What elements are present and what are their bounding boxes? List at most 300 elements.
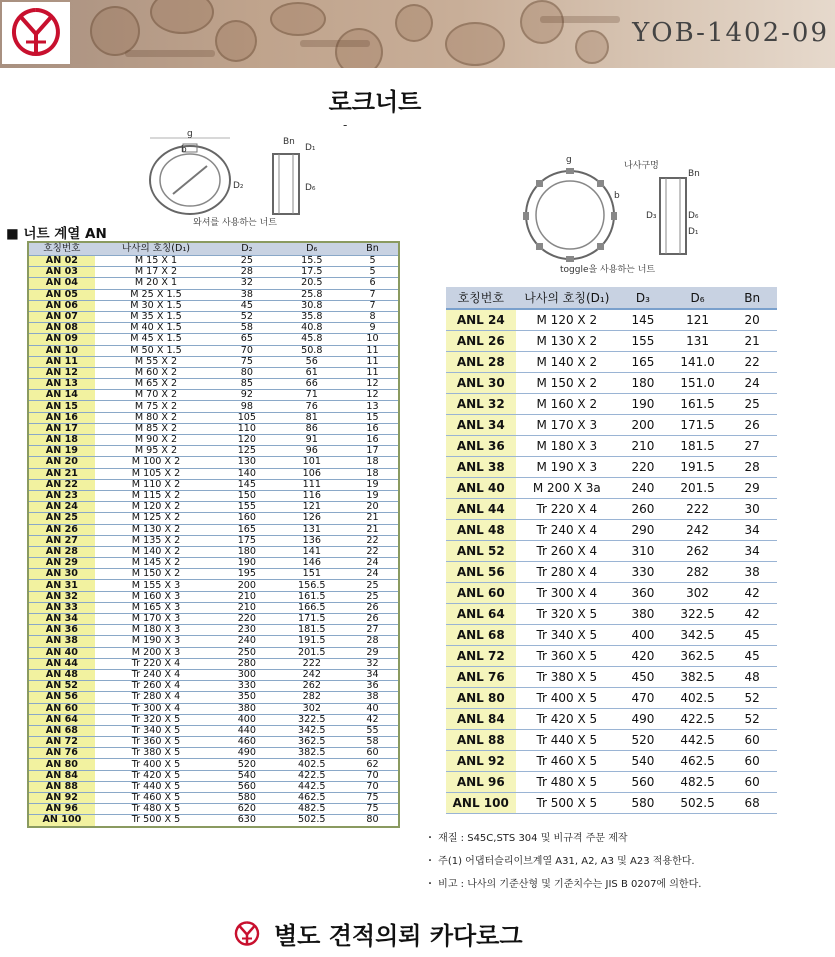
table-row (28, 524, 399, 535)
thread-cell: M 45 X 1.5 (95, 334, 217, 345)
thread-cell: M 85 X 2 (95, 423, 217, 434)
outer-diameter-cell: 300 (217, 669, 276, 680)
table-row (28, 770, 399, 781)
outer-diameter-cell: 145 (217, 479, 276, 490)
note-adapter: ・ 주(1) 어댑터슬리이브계열 A31, A2, A3 및 A23 적용한다. (425, 856, 695, 867)
designation-cell: AN 21 (28, 468, 95, 479)
thread-cell: M 17 X 2 (95, 267, 217, 278)
outer-diameter-cell: 620 (217, 804, 276, 815)
d6-cell: 222 (668, 499, 728, 520)
d6-cell: 161.5 (668, 394, 728, 415)
designation-cell: ANL 32 (446, 394, 516, 415)
d6-cell: 201.5 (277, 647, 347, 658)
bn-cell: 45 (727, 646, 777, 667)
bn-cell: 8 (347, 311, 399, 322)
bn-cell: 38 (727, 562, 777, 583)
designation-cell: AN 24 (28, 502, 95, 513)
table-row (28, 725, 399, 736)
table-row (28, 367, 399, 378)
d6-cell: 106 (277, 468, 347, 479)
header-banner (0, 0, 835, 68)
outer-diameter-cell: 75 (217, 356, 276, 367)
outer-diameter-cell: 150 (217, 490, 276, 501)
table-row (28, 535, 399, 546)
bn-cell: 42 (727, 604, 777, 625)
washer-nut-diagram (145, 128, 345, 228)
table-row (28, 636, 399, 647)
thread-cell: M 75 X 2 (95, 401, 217, 412)
d6-cell: 402.5 (668, 688, 728, 709)
col-header-thread: 나사의 호칭(D₁) (95, 242, 217, 256)
dim-label-d1-right: D₁ (688, 227, 699, 237)
thread-cell: Tr 300 X 4 (95, 703, 217, 714)
designation-cell: AN 02 (28, 256, 95, 267)
outer-diameter-cell: 165 (217, 524, 276, 535)
thread-cell: M 130 X 2 (95, 524, 217, 535)
col-header-bn: Bn (347, 242, 399, 256)
designation-cell: AN 84 (28, 770, 95, 781)
designation-cell: AN 05 (28, 289, 95, 300)
designation-cell: AN 52 (28, 681, 95, 692)
bn-cell: 5 (347, 256, 399, 267)
table-row (28, 267, 399, 278)
d6-cell: 342.5 (277, 725, 347, 736)
table-row (446, 751, 777, 772)
thread-cell: Tr 300 X 4 (516, 583, 619, 604)
thread-cell: Tr 420 X 5 (516, 709, 619, 730)
bn-cell: 32 (347, 658, 399, 669)
outer-diameter-cell: 58 (217, 323, 276, 334)
outer-diameter-cell: 92 (217, 390, 276, 401)
designation-cell: AN 80 (28, 759, 95, 770)
outer-diameter-cell: 450 (618, 667, 668, 688)
d6-cell: 71 (277, 390, 347, 401)
bn-cell: 21 (347, 513, 399, 524)
outer-diameter-cell: 400 (618, 625, 668, 646)
bn-cell: 20 (727, 309, 777, 331)
table-row (28, 256, 399, 267)
bn-cell: 29 (347, 647, 399, 658)
table-row (28, 658, 399, 669)
outer-diameter-cell: 145 (618, 309, 668, 331)
bn-cell: 11 (347, 356, 399, 367)
designation-cell: AN 72 (28, 737, 95, 748)
thread-cell: M 140 X 2 (95, 546, 217, 557)
designation-cell: AN 36 (28, 625, 95, 636)
outer-diameter-cell: 420 (618, 646, 668, 667)
table-row (446, 772, 777, 793)
thread-cell: M 30 X 1.5 (95, 300, 217, 311)
thread-cell: M 120 X 2 (516, 309, 619, 331)
table-row (446, 793, 777, 814)
designation-cell: AN 96 (28, 804, 95, 815)
designation-cell: AN 23 (28, 490, 95, 501)
outer-diameter-cell: 98 (217, 401, 276, 412)
thread-cell: Tr 440 X 5 (95, 781, 217, 792)
table-row (446, 646, 777, 667)
d6-cell: 161.5 (277, 591, 347, 602)
d6-cell: 40.8 (277, 323, 347, 334)
thread-cell: Tr 380 X 5 (516, 667, 619, 688)
thread-cell: Tr 320 X 5 (516, 604, 619, 625)
table-row (28, 423, 399, 434)
d6-cell: 302 (277, 703, 347, 714)
d6-cell: 136 (277, 535, 347, 546)
outer-diameter-cell: 165 (618, 352, 668, 373)
table-row (28, 625, 399, 636)
table-row (28, 669, 399, 680)
outer-diameter-cell: 80 (217, 367, 276, 378)
bn-cell: 28 (727, 457, 777, 478)
d6-cell: 462.5 (668, 751, 728, 772)
bn-cell: 34 (727, 541, 777, 562)
page-title: 로크너트 (328, 88, 422, 116)
designation-cell: ANL 96 (446, 772, 516, 793)
dim-label-g-right: g (566, 155, 572, 165)
bn-cell: 24 (727, 373, 777, 394)
table-row (28, 759, 399, 770)
bn-cell: 42 (727, 583, 777, 604)
bn-cell: 25 (727, 394, 777, 415)
thread-cell: M 100 X 2 (95, 457, 217, 468)
table-row (446, 352, 777, 373)
bn-cell: 29 (727, 478, 777, 499)
table-row (446, 583, 777, 604)
bn-cell: 70 (347, 770, 399, 781)
designation-cell: ANL 100 (446, 793, 516, 814)
outer-diameter-cell: 490 (217, 748, 276, 759)
bn-cell: 13 (347, 401, 399, 412)
d6-cell: 171.5 (668, 415, 728, 436)
d6-cell: 156.5 (277, 580, 347, 591)
table-row (28, 468, 399, 479)
designation-cell: ANL 80 (446, 688, 516, 709)
designation-cell: ANL 36 (446, 436, 516, 457)
table-row (28, 300, 399, 311)
designation-cell: AN 25 (28, 513, 95, 524)
designation-cell: AN 34 (28, 614, 95, 625)
bn-cell: 18 (347, 457, 399, 468)
thread-cell: M 130 X 2 (516, 331, 619, 352)
designation-cell: ANL 88 (446, 730, 516, 751)
bn-cell: 27 (727, 436, 777, 457)
table-row (28, 546, 399, 557)
bn-cell: 52 (727, 688, 777, 709)
outer-diameter-cell: 180 (618, 373, 668, 394)
outer-diameter-cell: 180 (217, 546, 276, 557)
outer-diameter-cell: 175 (217, 535, 276, 546)
thread-cell: Tr 380 X 5 (95, 748, 217, 759)
bn-cell: 16 (347, 435, 399, 446)
designation-cell: AN 29 (28, 558, 95, 569)
designation-cell: AN 64 (28, 714, 95, 725)
thread-cell: Tr 280 X 4 (95, 692, 217, 703)
d6-cell: 502.5 (277, 815, 347, 827)
designation-cell: ANL 68 (446, 625, 516, 646)
table-row (28, 490, 399, 501)
outer-diameter-cell: 560 (618, 772, 668, 793)
d6-cell: 15.5 (277, 256, 347, 267)
bn-cell: 22 (727, 352, 777, 373)
bn-cell: 42 (347, 714, 399, 725)
bn-cell: 55 (347, 725, 399, 736)
bn-cell: 75 (347, 804, 399, 815)
designation-cell: AN 27 (28, 535, 95, 546)
outer-diameter-cell: 85 (217, 379, 276, 390)
bn-cell: 22 (347, 546, 399, 557)
d6-cell: 342.5 (668, 625, 728, 646)
thread-cell: Tr 260 X 4 (516, 541, 619, 562)
bn-cell: 7 (347, 300, 399, 311)
table-row (446, 394, 777, 415)
dim-label-d6: D₆ (305, 183, 316, 193)
thread-cell: M 115 X 2 (95, 490, 217, 501)
bn-cell: 34 (347, 669, 399, 680)
table-row (446, 625, 777, 646)
outer-diameter-cell: 210 (217, 591, 276, 602)
thread-cell: M 90 X 2 (95, 435, 217, 446)
thread-cell: M 70 X 2 (95, 390, 217, 401)
bn-cell: 21 (347, 524, 399, 535)
col-header-d3: D₃ (618, 287, 668, 309)
table-row (28, 390, 399, 401)
bn-cell: 20 (347, 502, 399, 513)
d6-cell: 302 (668, 583, 728, 604)
d6-cell: 91 (277, 435, 347, 446)
d6-cell: 25.8 (277, 289, 347, 300)
footer-text: 별도 견적의뢰 카다로그 (274, 922, 523, 950)
table-row (28, 591, 399, 602)
d6-cell: 191.5 (277, 636, 347, 647)
d6-cell: 201.5 (668, 478, 728, 499)
outer-diameter-cell: 560 (217, 781, 276, 792)
designation-cell: AN 92 (28, 793, 95, 804)
bn-cell: 10 (347, 334, 399, 345)
table-row (446, 562, 777, 583)
bn-cell: 26 (347, 602, 399, 613)
thread-cell: M 160 X 2 (516, 394, 619, 415)
outer-diameter-cell: 520 (618, 730, 668, 751)
bn-cell: 70 (347, 781, 399, 792)
bn-cell: 60 (347, 748, 399, 759)
table-row (28, 446, 399, 457)
designation-cell: ANL 84 (446, 709, 516, 730)
designation-cell: AN 06 (28, 300, 95, 311)
dim-label-hole: 나사구멍 (624, 161, 659, 171)
designation-cell: ANL 28 (446, 352, 516, 373)
outer-diameter-cell: 120 (217, 435, 276, 446)
col-header-designation: 호칭번호 (446, 287, 516, 309)
designation-cell: AN 16 (28, 412, 95, 423)
d6-cell: 121 (668, 309, 728, 331)
designation-cell: AN 68 (28, 725, 95, 736)
outer-diameter-cell: 540 (217, 770, 276, 781)
outer-diameter-cell: 32 (217, 278, 276, 289)
thread-cell: M 170 X 3 (95, 614, 217, 625)
note-remark: ・ 비고 : 나사의 기준산형 및 기준치수는 JIS B 0207에 의한다. (425, 879, 702, 890)
thread-cell: Tr 340 X 5 (516, 625, 619, 646)
designation-cell: ANL 24 (446, 309, 516, 331)
thread-cell: M 120 X 2 (95, 502, 217, 513)
outer-diameter-cell: 190 (217, 558, 276, 569)
table-row (28, 737, 399, 748)
bn-cell: 62 (347, 759, 399, 770)
table-row (446, 688, 777, 709)
col-header-bn: Bn (727, 287, 777, 309)
bn-cell: 25 (347, 591, 399, 602)
designation-cell: AN 48 (28, 669, 95, 680)
designation-cell: AN 08 (28, 323, 95, 334)
bn-cell: 6 (347, 278, 399, 289)
outer-diameter-cell: 220 (618, 457, 668, 478)
d6-cell: 76 (277, 401, 347, 412)
bn-cell: 80 (347, 815, 399, 827)
table-row (28, 278, 399, 289)
table-row (28, 457, 399, 468)
thread-cell: Tr 360 X 5 (516, 646, 619, 667)
table-row (446, 309, 777, 331)
d6-cell: 402.5 (277, 759, 347, 770)
d6-cell: 151 (277, 569, 347, 580)
table-row (28, 793, 399, 804)
d6-cell: 166.5 (277, 602, 347, 613)
outer-diameter-cell: 125 (217, 446, 276, 457)
outer-diameter-cell: 210 (217, 602, 276, 613)
d6-cell: 86 (277, 423, 347, 434)
bn-cell: 60 (727, 772, 777, 793)
thread-cell: M 55 X 2 (95, 356, 217, 367)
d6-cell: 222 (277, 658, 347, 669)
table-row (28, 558, 399, 569)
designation-cell: AN 31 (28, 580, 95, 591)
designation-cell: AN 13 (28, 379, 95, 390)
outer-diameter-cell: 630 (217, 815, 276, 827)
designation-cell: AN 33 (28, 602, 95, 613)
table-row (446, 457, 777, 478)
bn-cell: 17 (347, 446, 399, 457)
outer-diameter-cell: 45 (217, 300, 276, 311)
col-header-d2: D₂ (217, 242, 276, 256)
outer-diameter-cell: 260 (618, 499, 668, 520)
table-row (28, 692, 399, 703)
table-row (28, 714, 399, 725)
d6-cell: 20.5 (277, 278, 347, 289)
outer-diameter-cell: 160 (217, 513, 276, 524)
table-row (28, 479, 399, 490)
designation-cell: AN 38 (28, 636, 95, 647)
toggle-nut-diagram (520, 150, 720, 275)
d6-cell: 262 (277, 681, 347, 692)
d6-cell: 171.5 (277, 614, 347, 625)
designation-cell: ANL 56 (446, 562, 516, 583)
designation-cell: ANL 92 (446, 751, 516, 772)
table-row (28, 334, 399, 345)
dim-label-b: b (181, 145, 187, 155)
outer-diameter-cell: 290 (618, 520, 668, 541)
outer-diameter-cell: 400 (217, 714, 276, 725)
table-row (28, 614, 399, 625)
outer-diameter-cell: 380 (217, 703, 276, 714)
table-row (28, 502, 399, 513)
bn-cell: 21 (727, 331, 777, 352)
d6-cell: 45.8 (277, 334, 347, 345)
table-row (28, 815, 399, 827)
d6-cell: 422.5 (277, 770, 347, 781)
thread-cell: Tr 480 X 5 (516, 772, 619, 793)
d6-cell: 66 (277, 379, 347, 390)
d6-cell: 422.5 (668, 709, 728, 730)
col-header-thread: 나사의 호칭(D₁) (516, 287, 619, 309)
table-row (28, 569, 399, 580)
outer-diameter-cell: 70 (217, 345, 276, 356)
d6-cell: 242 (668, 520, 728, 541)
bn-cell: 18 (347, 468, 399, 479)
thread-cell: M 60 X 2 (95, 367, 217, 378)
bn-cell: 40 (347, 703, 399, 714)
dim-label-d3-right: D₃ (646, 211, 657, 221)
thread-cell: Tr 400 X 5 (95, 759, 217, 770)
bn-cell: 24 (347, 558, 399, 569)
thread-cell: M 125 X 2 (95, 513, 217, 524)
designation-cell: AN 04 (28, 278, 95, 289)
outer-diameter-cell: 330 (217, 681, 276, 692)
bn-cell: 24 (347, 569, 399, 580)
d6-cell: 151.0 (668, 373, 728, 394)
table-row (28, 602, 399, 613)
table-row (446, 499, 777, 520)
bn-cell: 11 (347, 367, 399, 378)
bn-cell: 12 (347, 379, 399, 390)
designation-cell: AN 88 (28, 781, 95, 792)
thread-cell: M 20 X 1 (95, 278, 217, 289)
thread-cell: M 180 X 3 (516, 436, 619, 457)
thread-cell: M 170 X 3 (516, 415, 619, 436)
notes-list (425, 829, 701, 898)
designation-cell: AN 20 (28, 457, 95, 468)
d6-cell: 442.5 (277, 781, 347, 792)
table-row (446, 709, 777, 730)
bn-cell: 7 (347, 289, 399, 300)
thread-cell: Tr 220 X 4 (95, 658, 217, 669)
series-heading: ■ 너트 계열 AN (6, 226, 107, 242)
d6-cell: 81 (277, 412, 347, 423)
thread-cell: Tr 260 X 4 (95, 681, 217, 692)
dim-label-d2: D₂ (233, 181, 244, 191)
d6-cell: 322.5 (668, 604, 728, 625)
outer-diameter-cell: 240 (618, 478, 668, 499)
designation-cell: ANL 40 (446, 478, 516, 499)
designation-cell: AN 15 (28, 401, 95, 412)
d6-cell: 126 (277, 513, 347, 524)
table-row (446, 520, 777, 541)
d6-cell: 191.5 (668, 457, 728, 478)
outer-diameter-cell: 28 (217, 267, 276, 278)
footer-logo-icon (232, 919, 262, 949)
outer-diameter-cell: 25 (217, 256, 276, 267)
bn-cell: 5 (347, 267, 399, 278)
thread-cell: M 50 X 1.5 (95, 345, 217, 356)
bn-cell: 58 (347, 737, 399, 748)
designation-cell: AN 03 (28, 267, 95, 278)
designation-cell: AN 44 (28, 658, 95, 669)
table-row (28, 323, 399, 334)
bn-cell: 26 (727, 415, 777, 436)
d6-cell: 101 (277, 457, 347, 468)
d6-cell: 482.5 (277, 804, 347, 815)
table-row (446, 373, 777, 394)
outer-diameter-cell: 350 (217, 692, 276, 703)
table-row (446, 415, 777, 436)
